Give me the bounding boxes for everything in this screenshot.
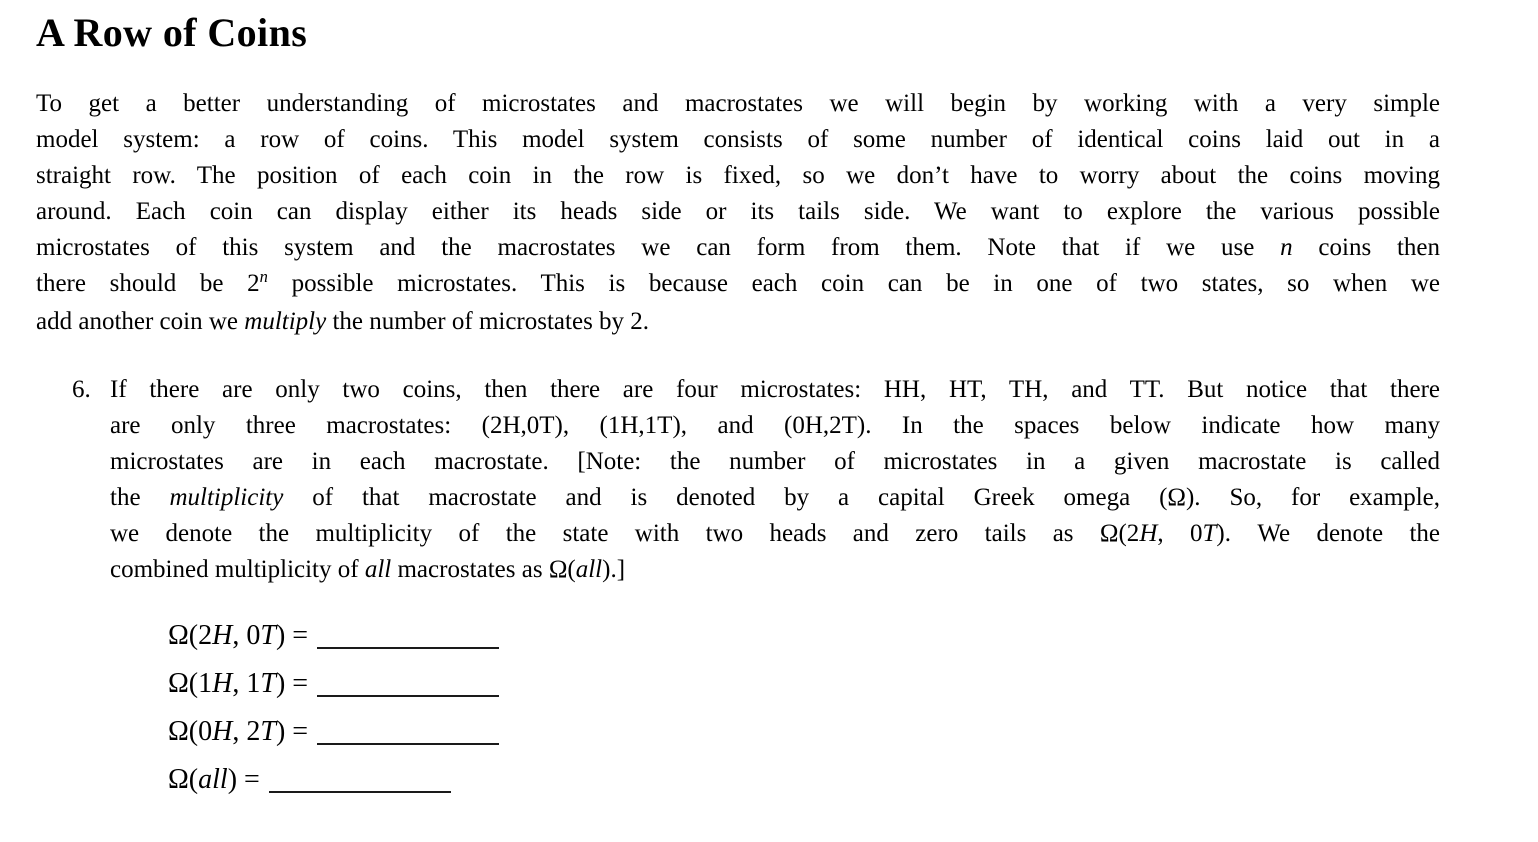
equation-row-0h2t	[168, 708, 1440, 756]
text-line: model system: a row of coins. This model system consists of some number of identical coins laid out in a	[36, 126, 1440, 153]
equation-label-all: Ω(all) =	[168, 764, 260, 795]
answer-blank-all	[269, 790, 451, 793]
text-line: add another coin we multiply the number of microstates by 2.	[36, 308, 650, 335]
text-line: combined multiplicity of all macrostates as Ω(all).]	[110, 556, 626, 583]
document-title: A Row of Coins	[36, 10, 308, 55]
equation-label-1h1t: Ω(1H, 1T) =	[168, 668, 309, 699]
question-6-text	[110, 372, 1440, 588]
text-line: microstates are in each macrostate. [Note: the number of microstates in a given macrostate is called	[110, 448, 1440, 475]
intro-paragraph	[36, 86, 1440, 340]
answer-blank-2h0t	[317, 646, 499, 649]
text-line: If there are only two coins, then there are four microstates: HH, HT, TH, and TT. But notice that there	[110, 376, 1440, 403]
equations-block	[168, 612, 1440, 804]
question-6-number: 6.	[72, 376, 91, 403]
text-line: microstates of this system and the macrostates we can form from them. Note that if we use n coins then	[36, 234, 1440, 261]
equation-label-2h0t: Ω(2H, 0T) =	[168, 620, 309, 651]
equation-label-0h2t: Ω(0H, 2T) =	[168, 716, 309, 747]
answer-blank-0h2t	[317, 742, 499, 745]
text-line: around. Each coin can display either its heads side or its tails side. We want to explore the various possible	[36, 198, 1440, 225]
text-line: To get a better understanding of microstates and macrostates we will begin by working with a very simple	[36, 90, 1440, 117]
text-line: straight row. The position of each coin in the row is fixed, so we don’t have to worry about the coins moving	[36, 162, 1440, 189]
answer-blank-1h1t	[317, 694, 499, 697]
equation-row-2h0t	[168, 612, 1440, 660]
equation-row-all	[168, 756, 1440, 804]
text-line: we denote the multiplicity of the state with two heads and zero tails as Ω(2H, 0T). We denote the	[110, 520, 1440, 547]
text-line: are only three macrostates: (2H,0T), (1H,1T), and (0H,2T). In the spaces below indicate how many	[110, 412, 1440, 439]
text-line: there should be 2$^n$ possible microstates. This is because each coin can be in one of two states, so when we	[36, 266, 1440, 297]
text-line: the multiplicity of that macrostate and is denoted by a capital Greek omega (Ω). So, for example,	[110, 484, 1440, 511]
question-6	[72, 372, 1440, 588]
equation-row-1h1t	[168, 660, 1440, 708]
